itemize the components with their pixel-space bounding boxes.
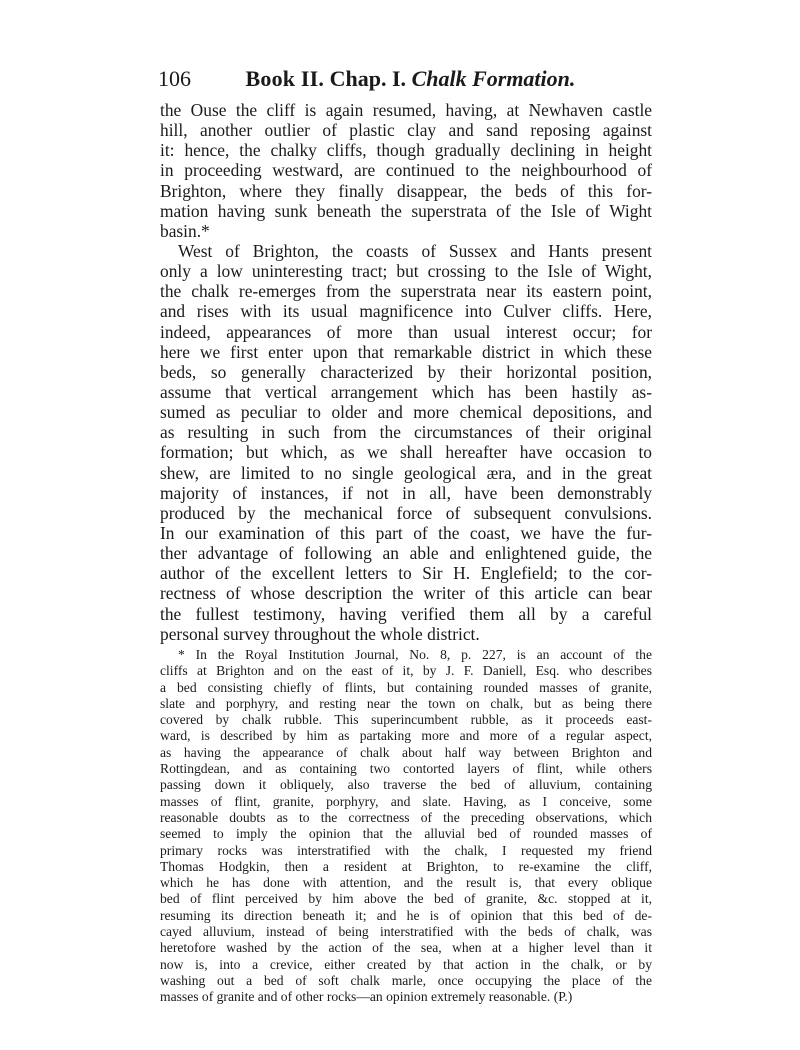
footnote-line: ward, is described by him as partaking more and more of a regular aspect, [160,728,652,744]
footnote-line: covered by chalk rubble. This superincumbent rubble, as it proceeds east- [160,712,652,728]
text-line: the chalk re-emerges from the superstrata near its eastern point, [160,281,652,302]
footnote-line: primary rocks was interstratified with the chalk, I requested my friend [160,842,652,858]
text-line: ther advantage of following an able and enlightened guide, the [160,543,652,564]
text-line: and rises with its usual magnificence into Culver cliffs. Here, [160,301,652,322]
footnote-line: slate and porphyry, and resting near the town on chalk, but as being there [160,695,652,711]
footnote-line: Rottingdean, and as containing two contorted layers of flint, while others [160,761,652,777]
text-line: author of the excellent letters to Sir H. Englefield; to the cor- [160,563,652,584]
footnote-line: as having the appearance of chalk about half way between Brighton and [160,744,652,760]
text-line: only a low uninteresting tract; but crossing to the Isle of Wight, [160,261,652,282]
text-line: rectness of whose description the writer of this article can bear [160,583,652,604]
chapter-label: Chap. I. [329,66,407,91]
footnote-line: heretofore washed by the action of the sea, when at a higher level than it [160,940,652,956]
footnote-line: now is, into a crevice, either created by that action in the chalk, or by [160,956,652,972]
text-line: assume that vertical arrangement which has been hastily as- [160,381,652,402]
footnote-line: masses of flint, granite, porphyry, and slate. Having, as I conceive, some [160,793,652,809]
text-line: the fullest testimony, having verified them all by a careful [160,603,652,624]
footnote-line: reasonable doubts as to the correctness of the preceding observations, which [160,809,652,825]
text-line: the Ouse the cliff is again resumed, having, at Newhaven castle [160,100,652,120]
footnote-line: a bed consisting chiefly of flints, but containing rounded masses of granite, [160,679,652,695]
footnote-line: seemed to imply the opinion that the alluvial bed of rounded masses of [160,826,652,842]
topic-title: Chalk Formation. [411,66,576,91]
footnote-line: masses of granite and of other rocks—an opinion extremely reasonable. (P.) [160,989,573,1005]
text-line: mation having sunk beneath the superstrata of the Isle of Wight [160,200,652,221]
running-header [158,66,658,92]
text-line: shew, are limited to no single geological æra, and in the great [160,462,652,483]
text-line: basin.* [160,220,210,241]
text-line: majority of instances, if not in all, have been demonstrably [160,482,652,503]
main-text [160,100,652,644]
text-line: Brighton, where they finally disappear, the beds of this for- [160,180,652,201]
text-line: produced by the mechanical force of subsequent convulsions. [160,502,652,523]
text-line: West of Brighton, the coasts of Sussex and Hants present [178,240,652,261]
text-line: hill, another outlier of plastic clay and sand reposing against [160,120,652,141]
text-line: beds, so generally characterized by their horizontal position, [160,361,652,382]
footnote [160,647,652,1006]
text-line: sumed as peculiar to older and more chemical depositions, and [160,402,652,423]
footnote-line: passing down it obliquely, also traverse the bed of alluvium, containing [160,777,652,793]
footnote-line: * In the Royal Institution Journal, No. 8, p. 227, is an account of the [178,647,652,662]
text-line: In our examination of this part of the coast, we have the fur- [160,522,652,543]
book-label: Book II. [245,66,325,91]
footnote-line: which he has done with attention, and the result is, that every oblique [160,875,652,891]
text-line: here we first enter upon that remarkable district in which these [160,341,652,362]
footnote-line: cayed alluvium, instead of being interstratified with the beds of chalk, was [160,924,652,940]
footnote-line: resuming its direction beneath it; and he is of opinion that this bed of de- [160,907,652,923]
footnote-line: Thomas Hodgkin, then a resident at Brighton, to re-examine the cliff, [160,858,652,874]
page-number: 106 [158,66,191,91]
footnote-line: washing out a bed of soft chalk marle, once occupying the place of the [160,972,652,988]
text-line: as resulting in such from the circumstances of their original [160,422,652,443]
footnote-line: cliffs at Brighton and on the east of it, by J. F. Daniell, Esq. who describes [160,663,652,679]
text-line: it: hence, the chalky cliffs, though gradually declining in height [160,140,652,161]
text-line: formation; but which, as we shall hereafter have occasion to [160,442,652,463]
footnote-line: bed of flint perceived by him above the bed of granite, &c. stopped at it, [160,891,652,907]
text-line: personal survey throughout the whole district. [160,623,480,644]
text-line: indeed, appearances of more than usual interest occur; for [160,321,652,342]
text-line: in proceeding westward, are continued to the neighbourhood of [160,160,652,181]
